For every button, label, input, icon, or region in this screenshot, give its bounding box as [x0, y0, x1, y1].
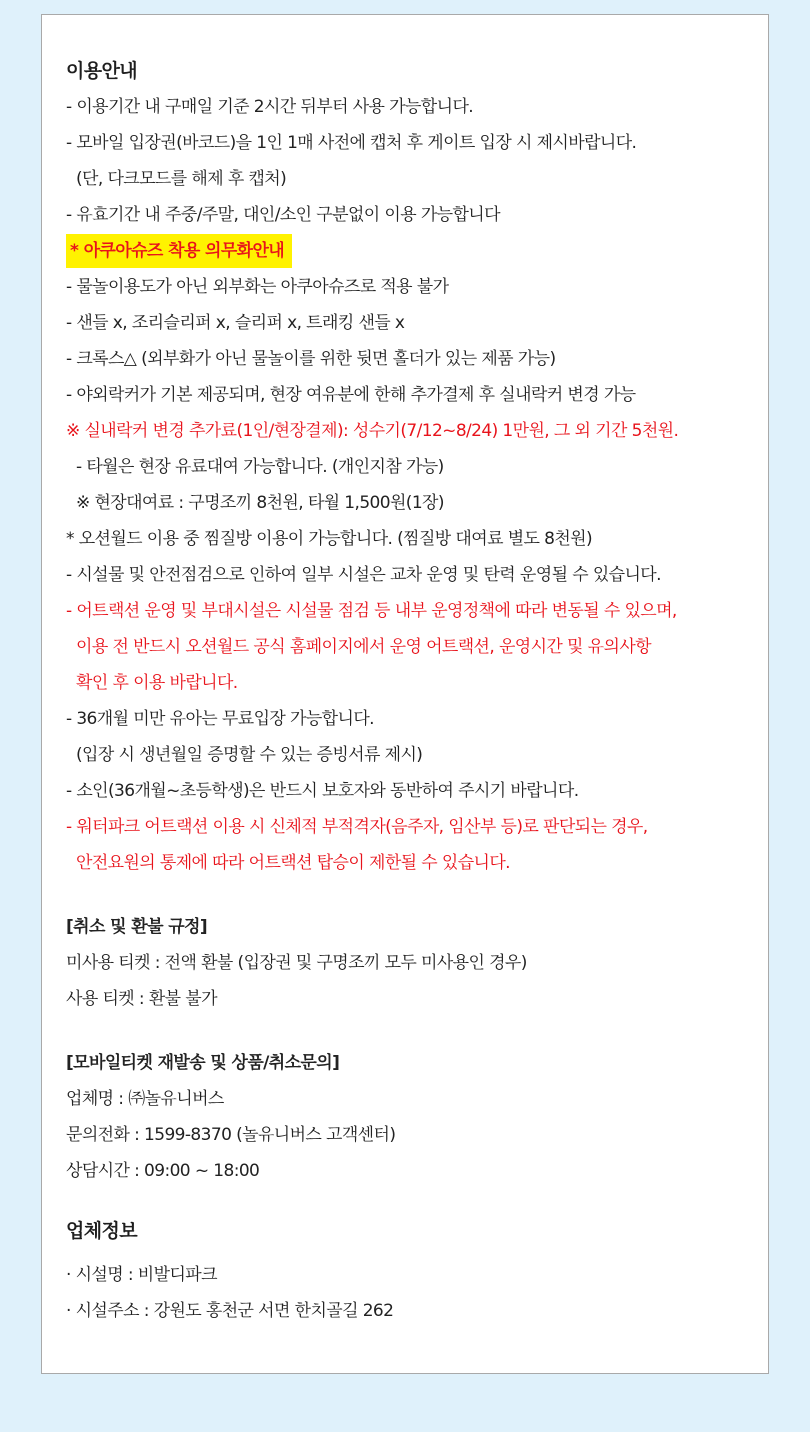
refund-line: 사용 티켓 : 환불 불가 — [66, 989, 217, 1009]
usage-line: - 야외락커가 기본 제공되며, 현장 여유분에 한해 추가결제 후 실내락커 변경 가능 — [66, 385, 636, 405]
attraction-notice: - 어트랙션 운영 및 부대시설은 시설물 점검 등 내부 운영정책에 따라 변동될 수 있으며, — [66, 601, 677, 621]
restriction-notice: - 워터파크 어트랙션 이용 시 신체적 부적격자(음주자, 임산부 등)로 판단되는 경우, — [66, 817, 648, 837]
business-hours: 상담시간 : 09:00 ~ 18:00 — [66, 1161, 260, 1181]
section-gap — [66, 881, 756, 909]
facility-name: · 시설명 : 비발디파크 — [66, 1265, 217, 1285]
contact-title: [모바일티켓 재발송 및 상품/취소문의] — [66, 1053, 340, 1073]
usage-title: 이용안내 — [66, 60, 138, 82]
phone-number: 문의전화 : 1599-8370 (놀유니버스 고객센터) — [66, 1125, 396, 1145]
usage-line: - 물놀이용도가 아닌 외부화는 아쿠아슈즈로 적용 불가 — [66, 277, 449, 297]
locker-fee-notice: ※ 실내락커 변경 추가료(1인/현장결제): 성수기(7/12~8/24) 1만원, 그 외 기간 5천원. — [66, 421, 679, 441]
usage-line: - 유효기간 내 주중/주말, 대인/소인 구분없이 이용 가능합니다 — [66, 205, 500, 225]
company-name: 업체명 : ㈜놀유니버스 — [66, 1089, 224, 1109]
aqua-shoes-notice — [66, 233, 756, 269]
usage-line: - 36개월 미만 유아는 무료입장 가능합니다. — [66, 709, 374, 729]
highlight-label: * 아쿠아슈즈 착용 의무화안내 — [66, 234, 292, 268]
usage-line: (단, 다크모드를 해제 후 캡처) — [76, 169, 287, 189]
usage-line: - 모바일 입장권(바코드)을 1인 1매 사전에 캡처 후 게이트 입장 시 제시바랍니다. — [66, 133, 637, 153]
facility-address: · 시설주소 : 강원도 홍천군 서면 한치골길 262 — [66, 1301, 394, 1321]
usage-line: ※ 현장대여료 : 구명조끼 8천원, 타월 1,500원(1장) — [76, 493, 444, 513]
company-title: 업체정보 — [66, 1220, 138, 1242]
usage-line: - 타월은 현장 유료대여 가능합니다. (개인지참 가능) — [76, 457, 444, 477]
refund-title: [취소 및 환불 규정] — [66, 917, 208, 937]
usage-line: * 오션월드 이용 중 찜질방 이용이 가능합니다. (찜질방 대여료 별도 8천원) — [66, 529, 593, 549]
section-gap — [66, 1249, 756, 1257]
attraction-notice: 이용 전 반드시 오션월드 공식 홈페이지에서 운영 어트랙션, 운영시간 및 유의사항 — [76, 637, 651, 657]
usage-line: - 샌들 x, 조리슬리퍼 x, 슬리퍼 x, 트래킹 샌들 x — [66, 313, 405, 333]
usage-line: (입장 시 생년월일 증명할 수 있는 증빙서류 제시) — [76, 745, 423, 765]
usage-line: - 소인(36개월~초등학생)은 반드시 보호자와 동반하여 주시기 바랍니다. — [66, 781, 579, 801]
usage-line: - 크록스△ (외부화가 아닌 물놀이를 위한 뒷면 홀더가 있는 제품 가능) — [66, 349, 556, 369]
usage-line: - 시설물 및 안전점검으로 인하여 일부 시설은 교차 운영 및 탄력 운영될 수 있습니다. — [66, 565, 661, 585]
section-gap — [66, 1017, 756, 1045]
refund-line: 미사용 티켓 : 전액 환불 (입장권 및 구명조끼 모두 미사용인 경우) — [66, 953, 527, 973]
info-content — [66, 53, 756, 1329]
info-panel — [41, 14, 769, 1374]
restriction-notice: 안전요원의 통제에 따라 어트랙션 탑승이 제한될 수 있습니다. — [76, 853, 510, 873]
attraction-notice: 확인 후 이용 바랍니다. — [76, 673, 238, 693]
usage-line: - 이용기간 내 구매일 기준 2시간 뒤부터 사용 가능합니다. — [66, 97, 474, 117]
section-gap — [66, 1189, 756, 1213]
